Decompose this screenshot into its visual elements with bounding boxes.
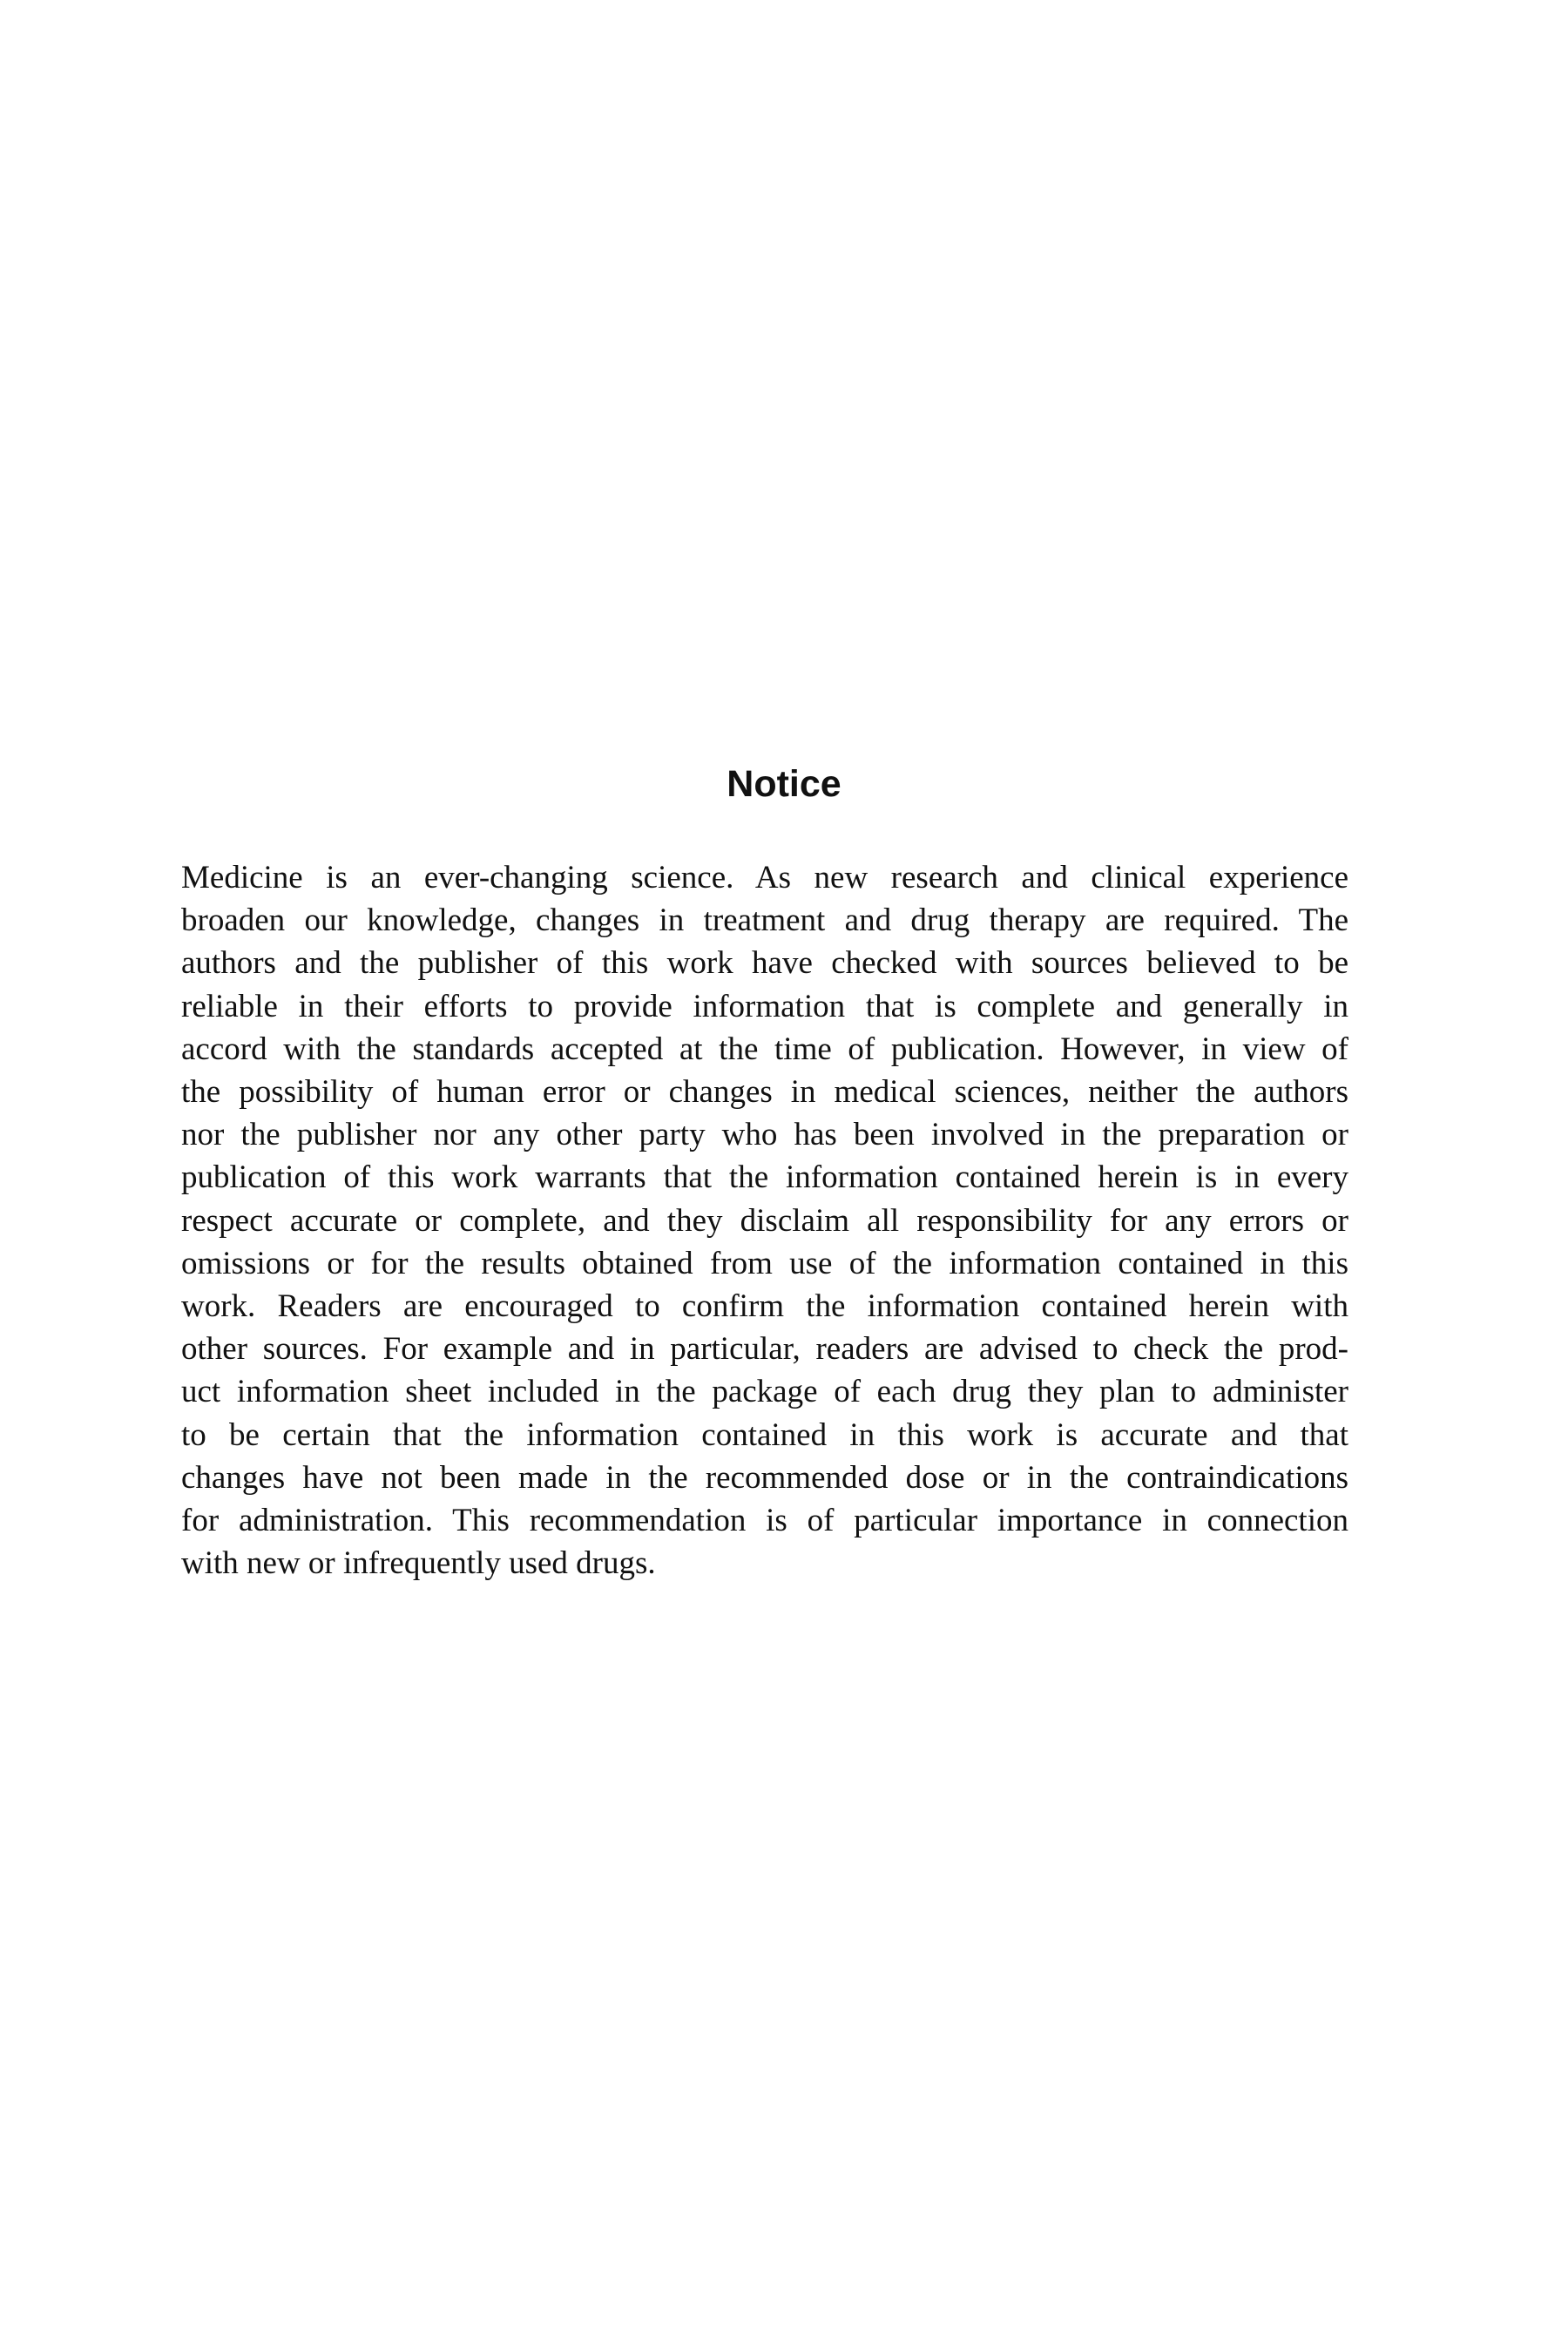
notice-line: broaden our knowledge, changes in treatment and drug therapy are required. The [181, 902, 1348, 939]
notice-line: respect accurate or complete, and they disclaim all responsibility for any errors or [181, 1202, 1348, 1239]
notice-line: other sources. For example and in particular, readers are advised to check the prod- [181, 1331, 1348, 1368]
notice-line: the possibility of human error or changes in medical sciences, neither the authors [181, 1074, 1348, 1111]
notice-line: authors and the publisher of this work have checked with sources believed to be [181, 945, 1348, 982]
notice-line: Medicine is an ever-changing science. As new research and clinical experience [181, 860, 1348, 896]
notice-line: uct information sheet included in the package of each drug they plan to administer [181, 1374, 1348, 1410]
notice-line: publication of this work warrants that the information contained herein is in every [181, 1159, 1348, 1196]
notice-line: to be certain that the information contained in this work is accurate and that [181, 1416, 1348, 1453]
notice-line: changes have not been made in the recommended dose or in the contraindications [181, 1459, 1348, 1496]
notice-body [181, 856, 1348, 1585]
notice-line: nor the publisher nor any other party who has been involved in the preparation or [181, 1117, 1348, 1153]
notice-line: with new or infrequently used drugs. [181, 1545, 656, 1582]
notice-line: omissions or for the results obtained from use of the information contained in this [181, 1245, 1348, 1281]
notice-line: work. Readers are encouraged to confirm the information contained herein with [181, 1288, 1348, 1325]
notice-title: Notice [727, 763, 841, 805]
notice-line: reliable in their efforts to provide information that is complete and generally in [181, 988, 1348, 1024]
notice-line: for administration. This recommendation is of particular importance in connection [181, 1503, 1348, 1539]
notice-line: accord with the standards accepted at the time of publication. However, in view of [181, 1031, 1348, 1067]
